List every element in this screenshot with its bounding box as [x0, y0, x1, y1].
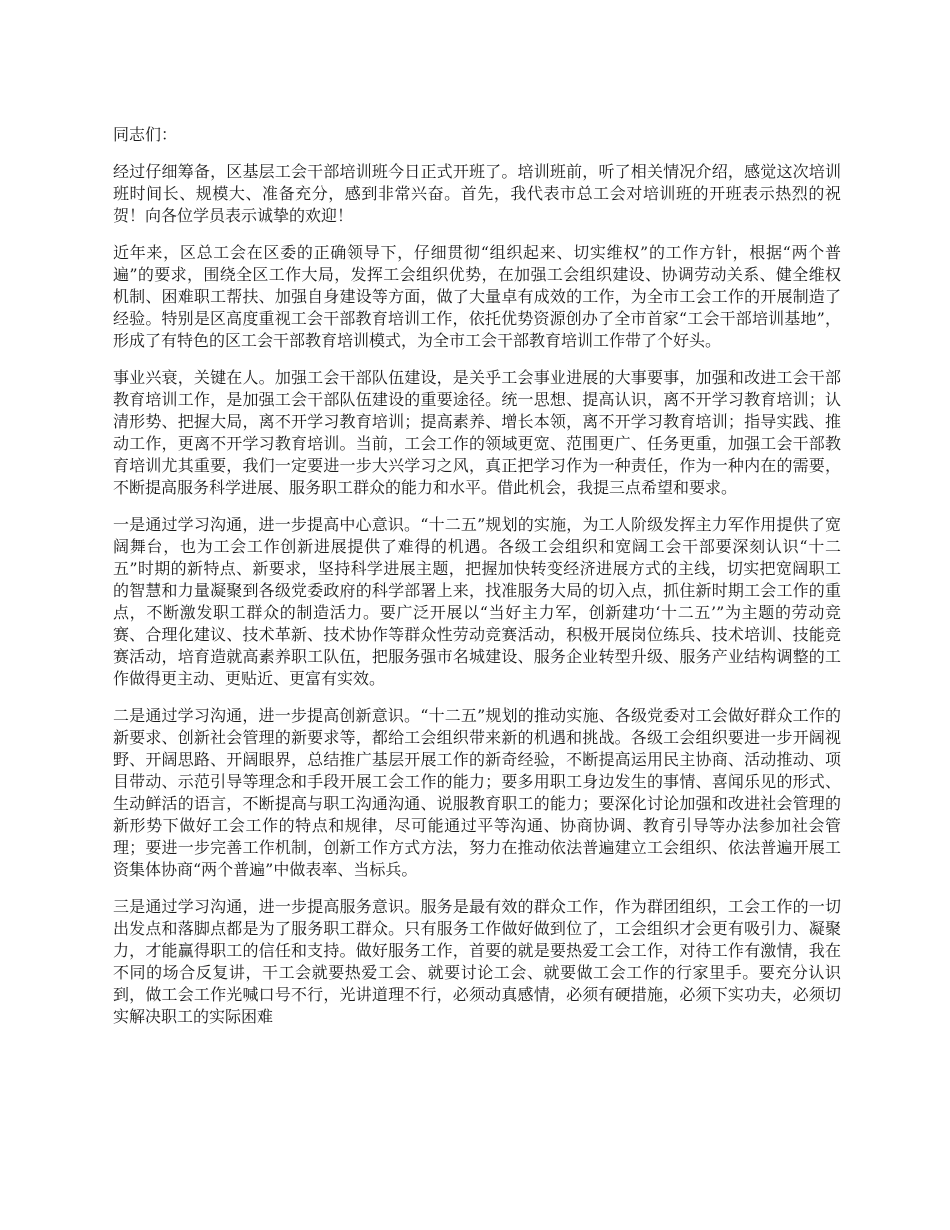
greeting: 同志们：	[113, 125, 178, 144]
paragraph-opening: 经过仔细筹备，区基层工会干部培训班今日正式开班了。培训班前，听了相关情况介绍，感觉这次培训班时间长、规模大、准备充分，感到非常兴奋。首先，我代表市总工会对培训班的开班表示热烈的祝贺！向各位学员表示诚挚的欢迎！	[113, 162, 841, 225]
paragraph-cadre-training: 事业兴衰，关键在人。加强工会干部队伍建设，是关乎工会事业进展的大事要事，加强和改进工会干部教育培训工作，是加强工会干部队伍建设的重要途径。统一思想、提高认识，离不开学习教育培训；认清形势、把握大局，离不开学习教育培训；提高素养、增长本领，离不开学习教育培训；指导实践、推动工作，更离不开学习教育培训。当前，工会工作的领域更宽、范围更广、任务更重，加强工会干部教育培训尤其重要，我们一定要进一步大兴学习之风，真正把学习作为一种责任，作为一种内在的需要，不断提高服务科学进展、服务职工群众的能力和水平。借此机会，我提三点希望和要求。	[113, 368, 841, 497]
document-body	[113, 124, 841, 1043]
paragraph-point-three: 三是通过学习沟通，进一步提高服务意识。服务是最有效的群众工作，作为群团组织，工会工作的一切出发点和落脚点都是为了服务职工群众。只有服务工作做好做到位了，工会组织才会更有吸引力、凝聚力，才能赢得职工的信任和支持。做好服务工作，首要的就是要热爱工会工作，对待工作有激情，我在不同的场合反复讲，干工会就要热爱工会、就要讨论工会、就要做工会工作的行家里手。要充分认识到，做工会工作光喊口号不行，光讲道理不行，必须动真感情，必须有硬措施，必须下实功夫，必须切实解决职工的实际困难	[113, 897, 841, 1026]
paragraph-point-two: 二是通过学习沟通，进一步提高创新意识。“十二五”规划的推动实施、各级党委对工会做好群众工作的新要求、创新社会管理的新要求等，都给工会组织带来新的机遇和挑战。各级工会组织要进一步开阔视野、开阔思路、开阔眼界，总结推广基层开展工作的新奇经验，不断提高运用民主协商、活动推动、项目带动、示范引导等理念和手段开展工会工作的能力；要多用职工身边发生的事情、喜闻乐见的形式、生动鲜活的语言，不断提高与职工沟通沟通、说服教育职工的能力；要深化讨论加强和改进社会管理的新形势下做好工会工作的特点和规律，尽可能通过平等沟通、协商协调、教育引导等办法参加社会管理；要进一步完善工作机制，创新工作方式方法，努力在推动依法普遍建立工会组织、依法普遍开展工资集体协商“两个普遍”中做表率、当标兵。	[113, 706, 841, 879]
paragraph-point-one: 一是通过学习沟通，进一步提高中心意识。“十二五”规划的实施，为工人阶级发挥主力军作用提供了宽阔舞台，也为工会工作创新进展提供了难得的机遇。各级工会组织和宽阔工会干部要深刻认识“十二五”时期的新特点、新要求，坚持科学进展主题，把握加快转变经济进展方式的主线，切实把宽阔职工的智慧和力量凝聚到各级党委政府的科学部署上来，找准服务大局的切入点，抓住新时期工会工作的重点，不断激发职工群众的制造活力。要广泛开展以“当好主力军，创新建功‘十二五’”为主题的劳动竞赛、合理化建议、技术革新、技术协作等群众性劳动竞赛活动，积极开展岗位练兵、技术培训、技能竞赛活动，培育造就高素养职工队伍，把服务强市名城建设、服务企业转型升级、服务产业结构调整的工作做得更主动、更贴近、更富有实效。	[113, 515, 841, 688]
paragraph-achievements: 近年来，区总工会在区委的正确领导下，仔细贯彻“组织起来、切实维权”的工作方针，根据“两个普遍”的要求，围绕全区工作大局，发挥工会组织优势，在加强工会组织建设、协调劳动关系、健全维权机制、困难职工帮扶、加强自身建设等方面，做了大量卓有成效的工作，为全市工会工作的开展制造了经验。特别是区高度重视工会干部教育培训工作，依托优势资源创办了全市首家“工会干部培训基地”，形成了有特色的区工会干部教育培训模式，为全市工会干部教育培训工作带了个好头。	[113, 243, 841, 350]
